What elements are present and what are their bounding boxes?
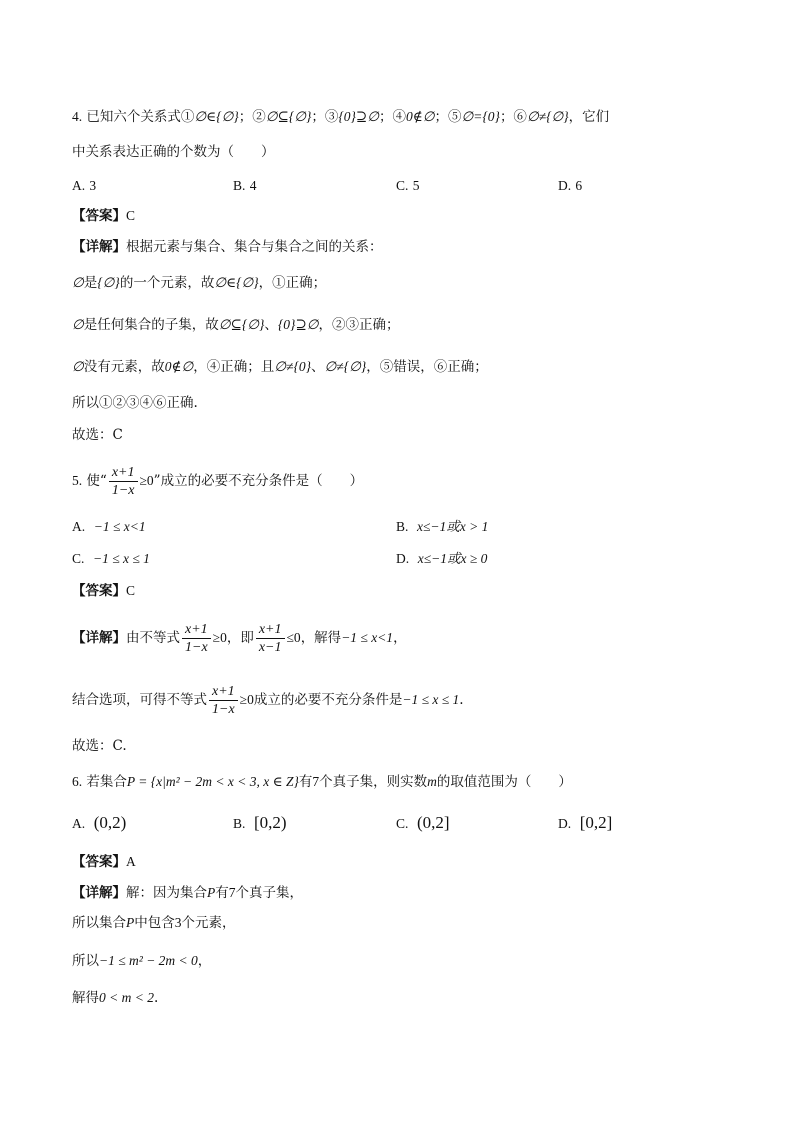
- q6-option-c[interactable]: C. (0,2]: [396, 813, 450, 832]
- q4-number: 4.: [72, 109, 83, 124]
- q5-option-b[interactable]: B. x≤−1或x > 1: [396, 519, 489, 534]
- q4-answer: 【答案】C: [72, 208, 136, 224]
- q6-detail-line3: 所以−1 ≤ m² − 2m < 0，: [72, 953, 212, 969]
- q5-number: 5.: [72, 473, 83, 488]
- q5-option-d[interactable]: D. x≤−1或x ≥ 0: [396, 551, 488, 566]
- q6-option-b[interactable]: B. [0,2): [233, 813, 287, 832]
- q4-option-c[interactable]: C. 5: [396, 178, 420, 193]
- q6-answer: 【答案】A: [72, 854, 136, 870]
- q6-stem: 6. 若集合P = {x|m² − 2m < x < 3, x ∈ Z}有7个真子集，则实数m的取值范围为（ ）: [72, 774, 572, 790]
- q5-option-c[interactable]: C. −1 ≤ x ≤ 1: [72, 551, 150, 566]
- q4-stem-line1: 4. 已知六个关系式①∅∈{∅}；②∅⊆{∅}；③{0}⊇∅；④0∉∅；⑤∅={0}；⑥∅≠{∅}，它们: [72, 109, 610, 125]
- q6-detail-line2: 所以集合P中包含3个元素，: [72, 915, 236, 931]
- q6-option-a[interactable]: A. (0,2): [72, 813, 127, 832]
- q4-detail-line5: 所以①②③④⑥正确.: [72, 395, 198, 411]
- q5-answer: 【答案】C: [72, 583, 136, 599]
- q4-stem-line2: 中关系表达正确的个数为（ ）: [72, 144, 275, 160]
- q4-detail-line3: ∅是任何集合的子集，故∅⊆{∅}、{0}⊇∅，②③正确；: [72, 317, 400, 333]
- q5-detail-line1: 【详解】由不等式 $\frac{x+1}{1-x}$ ≥0，即 $\frac{x+1}{x-1}$ ≤0，解得−1 ≤ x<1，: [72, 622, 407, 655]
- q5-stem-fraction: $\frac{x+1}{1-x}$: [109, 464, 138, 499]
- q4-detail-line1: 【详解】根据元素与集合、集合与集合之间的关系：: [72, 239, 383, 255]
- q5-detail-fraction-3: $\frac{x+1}{1-x}$: [209, 683, 238, 718]
- q4-option-b[interactable]: B. 4: [233, 178, 257, 193]
- q4-option-d[interactable]: D. 6: [558, 178, 583, 193]
- q6-number: 6.: [72, 774, 83, 789]
- q5-detail-line2: 结合选项，可得不等式 $\frac{x+1}{1-x}$ ≥0成立的必要不充分条件是−1 ≤ x ≤ 1.: [72, 684, 464, 717]
- q4-detail-line4: ∅没有元素，故0∉∅，④正确；且∅≠{0}、∅≠{∅}，⑤错误，⑥正确；: [72, 359, 488, 375]
- q5-option-a[interactable]: A. −1 ≤ x<1: [72, 519, 146, 534]
- q6-detail-line4: 解得0 < m < 2.: [72, 990, 159, 1006]
- q5-detail-fraction-1: $\frac{x+1}{1-x}$: [182, 621, 211, 656]
- q5-stem: 5. 使“ $\frac{x+1}{1-x}$ ≥0”成立的必要不充分条件是（ ）: [72, 465, 364, 498]
- q4-option-a[interactable]: A. 3: [72, 178, 97, 193]
- q5-detail-fraction-2: $\frac{x+1}{x-1}$: [256, 621, 285, 656]
- q5-choose: 故选：C.: [72, 738, 127, 754]
- q6-option-d[interactable]: D. [0,2]: [558, 813, 613, 832]
- q6-detail-line1: 【详解】解：因为集合P有7个真子集，: [72, 885, 303, 901]
- q4-detail-line2: ∅是{∅}的一个元素，故∅∈{∅}，①正确；: [72, 275, 327, 291]
- q4-choose: 故选：C: [72, 427, 123, 443]
